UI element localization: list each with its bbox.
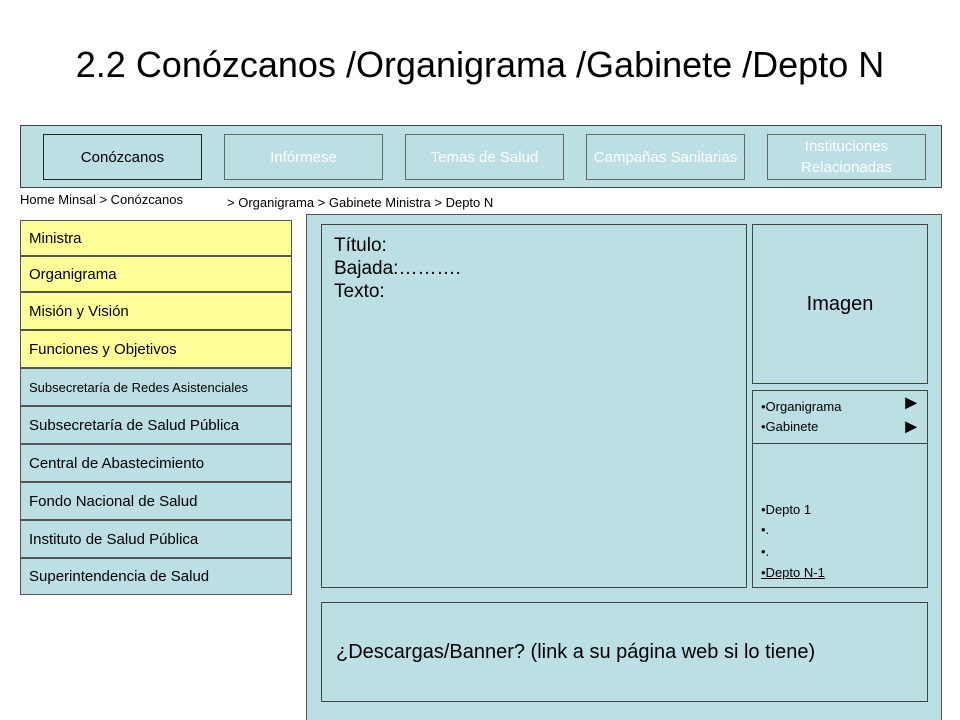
sidebar-item-instituto-salud-publica[interactable]: Instituto de Salud Pública xyxy=(20,520,292,558)
article-bajada-label: Bajada:………. xyxy=(334,258,461,279)
related-links-box xyxy=(752,390,928,588)
sidebar-item-ministra[interactable]: Ministra xyxy=(20,220,292,256)
sidebar-item-central-abastecimiento[interactable]: Central de Abastecimiento xyxy=(20,444,292,482)
tab-informese[interactable]: Infórmese xyxy=(224,134,383,180)
link-depto-1[interactable]: •Depto 1 xyxy=(761,502,812,517)
link-gabinete[interactable]: •Gabinete xyxy=(761,419,819,434)
sidebar-item-funciones-objetivos[interactable]: Funciones y Objetivos xyxy=(20,330,292,368)
sidebar-item-subsecretaria-salud-publica[interactable]: Subsecretaría de Salud Pública xyxy=(20,406,292,444)
link-placeholder-2: •. xyxy=(761,544,770,559)
sidebar-item-fondo-nacional[interactable]: Fondo Nacional de Salud xyxy=(20,482,292,520)
article-content-box xyxy=(321,224,747,588)
link-depto-n-1[interactable]: •Depto N-1 xyxy=(761,565,825,580)
sidebar-item-mision-vision[interactable]: Misión y Visión xyxy=(20,292,292,330)
arrow-right-icon[interactable]: ► xyxy=(901,392,921,414)
links-box-gap xyxy=(753,391,895,392)
sidebar-item-organigrama[interactable]: Organigrama xyxy=(20,256,292,292)
arrow-right-icon[interactable]: ► xyxy=(901,416,921,438)
link-placeholder-1: •. xyxy=(761,522,770,537)
sidebar-item-superintendencia[interactable]: Superintendencia de Salud xyxy=(20,558,292,595)
links-divider xyxy=(753,443,927,444)
link-organigrama[interactable]: •Organigrama xyxy=(761,399,842,414)
article-title-label: Título: xyxy=(334,235,387,256)
tab-instituciones-relacionadas[interactable]: Instituciones Relacionadas xyxy=(767,134,926,180)
article-texto-label: Texto: xyxy=(334,281,385,302)
tab-temas-de-salud[interactable]: Temas de Salud xyxy=(405,134,564,180)
image-placeholder-label: Imagen xyxy=(806,292,874,315)
breadcrumb-home-conozcanos[interactable]: Home Minsal > Conózcanos xyxy=(20,192,183,207)
image-placeholder xyxy=(752,224,928,384)
breadcrumb-trail[interactable]: > Organigrama > Gabinete Ministra > Depto N xyxy=(227,195,494,210)
top-navigation-bar xyxy=(20,125,942,188)
banner-text[interactable]: ¿Descargas/Banner? (link a su página web si lo tiene) xyxy=(336,640,816,663)
sidebar-item-subsecretaria-redes[interactable]: Subsecretaría de Redes Asistenciales xyxy=(20,368,292,406)
page-title: 2.2 Conózcanos /Organigrama /Gabinete /Depto N xyxy=(75,44,885,85)
downloads-banner-box xyxy=(321,602,928,702)
tab-campanas-sanitarias[interactable]: Campañas Sanitarias xyxy=(586,134,745,180)
tab-conozcanos[interactable]: Conózcanos xyxy=(43,134,202,180)
